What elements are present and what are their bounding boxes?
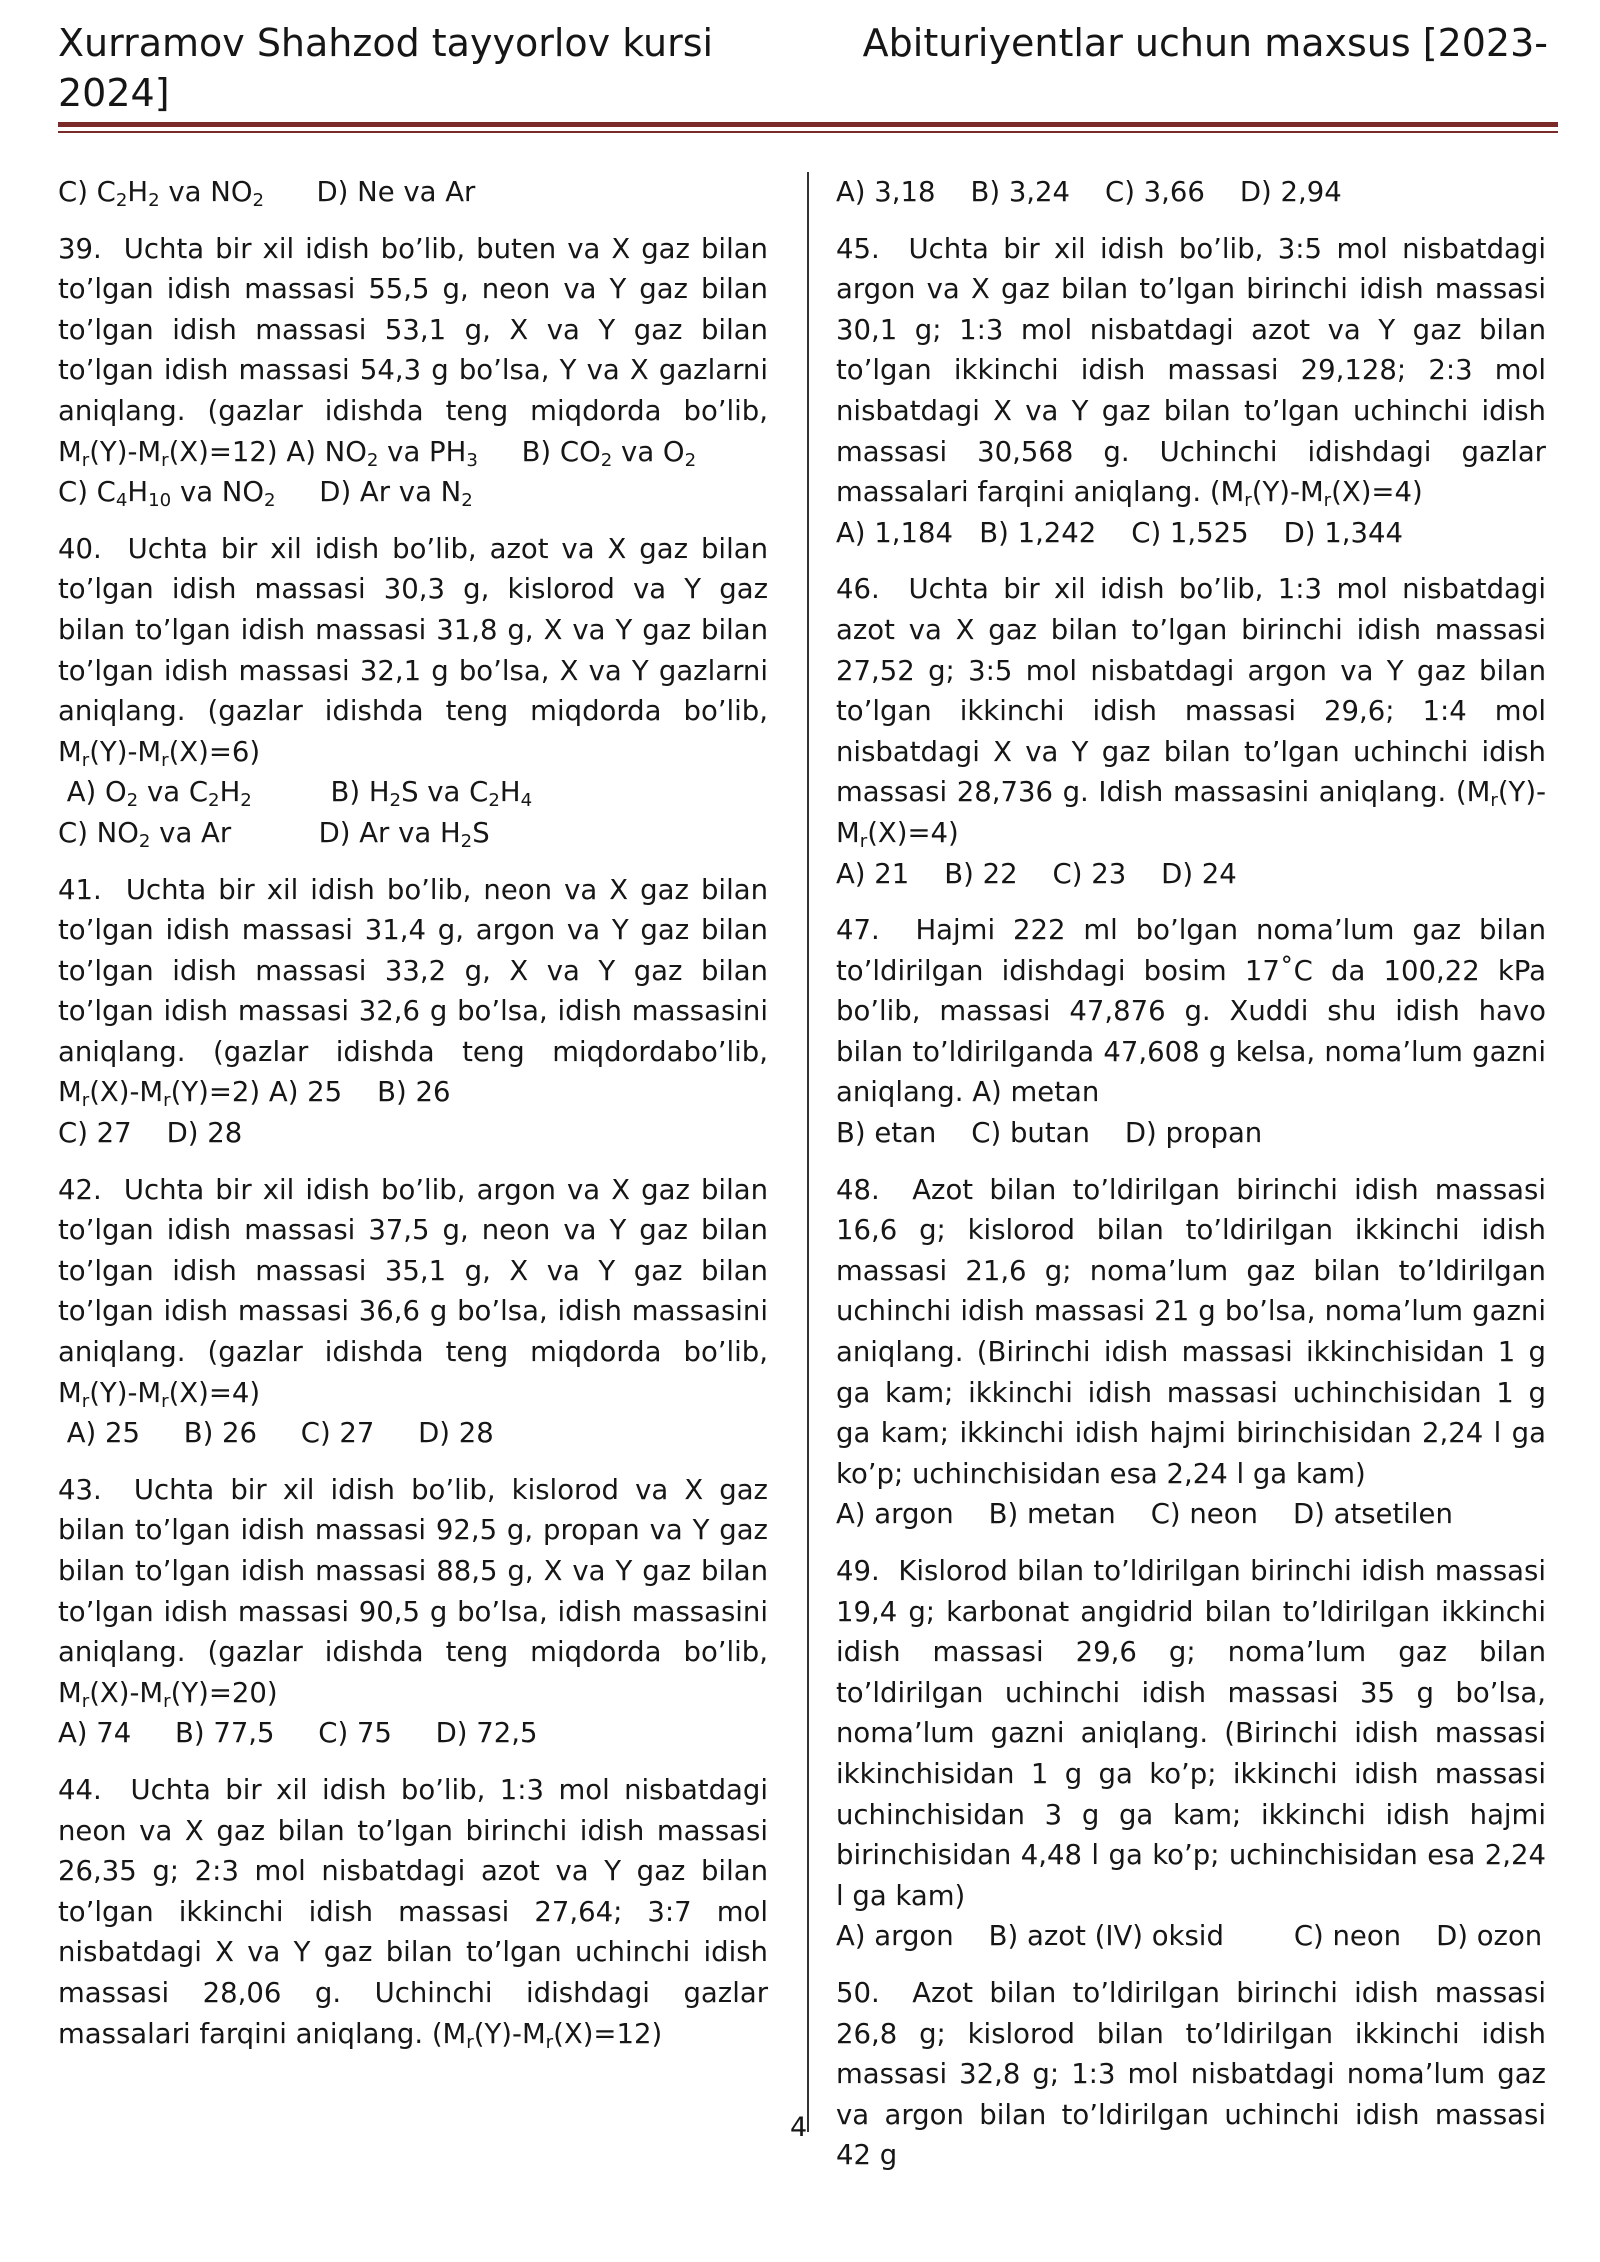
column-divider (807, 172, 809, 2132)
right-column (836, 172, 1546, 2176)
question-item: 47. Hajmi 222 ml bo’lgan noma’lum gaz bilan to’ldirilgan idishdagi bosim 17˚C da 100,22 kPa bo’lib, massasi 47,876 g. Xuddi shu idish havo bilan to’ldirilganda 47,608 g kelsa, noma’lum gazni aniqlang. A) metan B) etan C) butan D) propan (836, 914, 1546, 1150)
question-item: 43. Uchta bir xil idish bo’lib, kislorod va X gaz bilan to’lgan idish massasi 92,5 g, propan va Y gaz bilan to’lgan idish massasi 88,5 g, X va Y gaz bilan to’lgan idish massasi 90,5 g bo’lsa, idish massasini aniqlang. (gazlar idishda teng miqdorda bo’lib, $M_r(X)-M_r(Y)=20$) A) 74 B) 77,5 C) 75 D) 72,5 (58, 1473, 768, 1750)
question-item: 45. Uchta bir xil idish bo’lib, 3:5 mol nisbatdagi argon va X gaz bilan to’lgan birinchi idish massasi 30,1 g; 1:3 mol nisbatdagi azot va Y gaz bilan to’lgan ikkinchi idish massasi 29,128; 2:3 mol nisbatdagi X va Y gaz bilan to’lgan uchinchi idish massasi 30,568 g. Uchinchi idishdagi gazlar massalari farqini aniqlang. $(M_r(Y)-M_r(X)=4)$ A) 1,184 B) 1,242 C) 1,525 D) 1,344 (836, 232, 1546, 549)
question-item: 49. Kislorod bilan to’ldirilgan birinchi idish massasi 19,4 g; karbonat angidrid bilan to’ldirilgan ikkinchi idish massasi 29,6 g; noma’lum gaz bilan to’ldirilgan uchinchi idish massasi 35 g bo’lsa, noma’lum gazni aniqlang. (Birinchi idish massasi ikkinchisidan 1 g ga ko’p; ikkinchi idish massasi uchinchisidan 3 g ga kam; ikkinchi idish hajmi birinchisidan 4,48 l ga ko’p; uchinchisidan esa 2,24 l ga kam) A) argon B) azot (IV) oksid C) neon D) ozon (836, 1555, 1546, 1953)
question-item: 39. Uchta bir xil idish bo’lib, buten va X gaz bilan to’lgan idish massasi 55,5 g, neon va Y gaz bilan to’lgan idish massasi 53,1 g, X va Y gaz bilan to’lgan idish massasi 54,3 g bo’lsa, Y va X gazlarni aniqlang. (gazlar idishda teng miqdorda bo’lib, $M_r(Y)-M_r(X)=12$) A) $NO_2$ va $PH_3$ B) $CO_2$ va $O_2$ C) $C_4H_{10}$ va $NO_2$ D) Ar va $N_2$ (58, 232, 768, 512)
question-item: 40. Uchta bir xil idish bo’lib, azot va X gaz bilan to’lgan idish massasi 30,3 g, kislorod va Y gaz bilan to’lgan idish massasi 31,8 g, X va Y gaz bilan to’lgan idish massasi 32,1 g bo’lsa, X va Y gazlarni aniqlang. (gazlar idishda teng miqdorda bo’lib, $M_r(Y)-M_r(X)=6$) A) $O_2$ va $C_2H_2$ B) $H_2S$ va $C_2H_4$ C) $NO_2$ va Ar D) Ar va $H_2S$ (58, 532, 768, 852)
question-item: 50. Azot bilan to’ldirilgan birinchi idish massasi 26,8 g; kislorod bilan to’ldirilgan ikkinchi idish massasi 32,8 g; 1:3 mol nisbatdagi noma’lum gaz va argon bilan to’ldirilgan uchinchi idish massasi 42 g (836, 1976, 1546, 2172)
answer-options: C) $C_2H_2$ va $NO_2$ D) Ne va Ar (58, 176, 476, 212)
question-item: 44. Uchta bir xil idish bo’lib, 1:3 mol nisbatdagi neon va X gaz bilan to’lgan birinchi idish massasi 26,35 g; 2:3 mol nisbatdagi azot va Y gaz bilan to’lgan ikkinchi idish massasi 27,64; 3:7 mol nisbatdagi X va Y gaz bilan to’lgan uchinchi idish massasi 28,06 g. Uchinchi idishdagi gazlar massalari farqini aniqlang. $(M_r(Y)-M_r(X)=12)$ (58, 1773, 768, 2053)
header-right-title: Abituriyentlar uchun maxsus [2023- (862, 21, 1548, 65)
question-item: 48. Azot bilan to’ldirilgan birinchi idish massasi 16,6 g; kislorod bilan to’ldirilgan ikkinchi idish massasi 21,6 g; noma’lum gaz bilan to’ldirilgan uchinchi idish massasi 21 g bo’lsa, noma’lum gazni aniqlang. (Birinchi idish massasi ikkinchisidan 1 g ga kam; ikkinchi idish massasi uchinchisidan 1 g ga kam; ikkinchi idish hajmi birinchisidan 2,24 l ga ko’p; uchinchisidan esa 2,24 l ga kam) A) argon B) metan C) neon D) atsetilen (836, 1173, 1546, 1531)
page-header (58, 18, 1548, 128)
left-column (58, 172, 768, 2054)
question-item: 41. Uchta bir xil idish bo’lib, neon va X gaz bilan to’lgan idish massasi 31,4 g, argon va Y gaz bilan to’lgan idish massasi 33,2 g, X va Y gaz bilan to’lgan idish massasi 32,6 g bo’lsa, idish massasini aniqlang. (gazlar idishda teng miqdordabo’lib, $M_r(X)-M_r(Y)=2$) A) 25 B) 26 C) 27 D) 28 (58, 873, 768, 1150)
answer-options: A) 3,18 B) 3,24 C) 3,66 D) 2,94 (836, 176, 1342, 208)
question-item: 42. Uchta bir xil idish bo’lib, argon va X gaz bilan to’lgan idish massasi 37,5 g, neon va Y gaz bilan to’lgan idish massasi 35,1 g, X va Y gaz bilan to’lgan idish massasi 36,6 g bo’lsa, idish massasini aniqlang. (gazlar idishda teng miqdorda bo’lib, $M_r(Y)-M_r(X)=4$) A) 25 B) 26 C) 27 D) 28 (58, 1173, 768, 1450)
question-item: 46. Uchta bir xil idish bo’lib, 1:3 mol nisbatdagi azot va X gaz bilan to’lgan birinchi idish massasi 27,52 g; 3:5 mol nisbatdagi argon va Y gaz bilan to’lgan ikkinchi idish massasi 29,6; 1:4 mol nisbatdagi X va Y gaz bilan to’lgan uchinchi idish massasi 28,736 g. Idish massasini aniqlang. $(M_r(Y)-M_r(X)=4)$ A) 21 B) 22 C) 23 D) 24 (836, 573, 1546, 890)
header-rule-thin (58, 131, 1558, 133)
header-left-title: Xurramov Shahzod tayyorlov kursi 2024] (58, 21, 714, 115)
page-number: 4 (790, 2112, 808, 2143)
header-rule-thick (58, 122, 1558, 127)
